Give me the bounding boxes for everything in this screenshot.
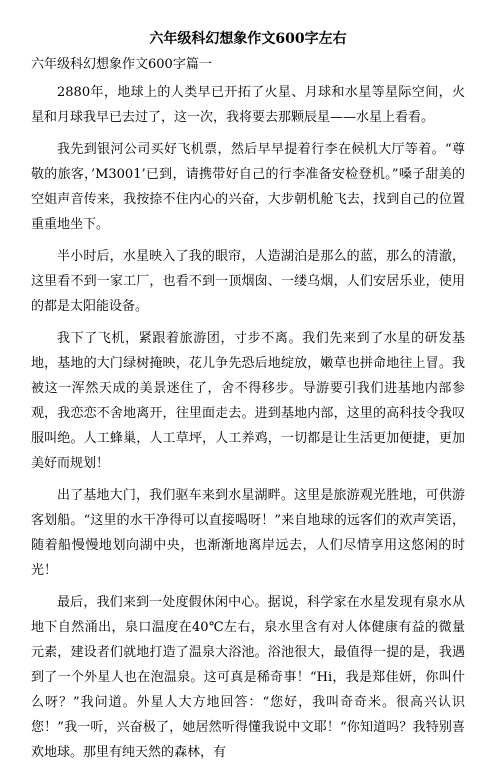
document-subtitle: 六年级科幻想象作文600字篇一 (31, 57, 212, 72)
document-page (31, 30, 465, 772)
paragraph-3: 半小时后，水星映入了我的眼帘，人造湖泊是那么的蓝，那么的清澈，这里看不到一家工厂，也看不到一顶烟囱、一缕乌烟，人们安居乐业，使用的都是太阳能设备。 (31, 249, 465, 314)
document-title: 六年级科幻想象作文600字左右 (149, 31, 347, 47)
paragraph-1: 2880年，地球上的人类早已开拓了火星、月球和水星等星际空间，火星和月球我早已去过了，这一次，我将要去那颗辰星——水星上看看。 (31, 85, 465, 125)
paragraph-4: 我下了飞机，紧跟着旅游团，寸步不离。我们先来到了水星的研发基地，基地的大门绿树掩映，花儿争先恐后地绽放，嫩草也拼命地往上冒。我被这一浑然天成的美景迷住了，舍不得移步。导游要引我们进基地内部参观，我恋恋不舍地离开，往里面走去。进到基地内部，这里的高科技令我叹服叫绝。人工蜂巢，人工草坪，人工养鸡，一切都是让生活更加便捷，更加美好而规划！ (31, 331, 465, 471)
paragraph-5: 出了基地大门，我们驱车来到水星湖畔。这里是旅游观光胜地，可供游客划船。“这里的水干净得可以直接喝呀！”来自地球的远客们的欢声笑语，随着船慢慢地划向湖中央，也渐渐地离岸远去，人们尽情享用这悠闲的时光！ (31, 488, 465, 578)
paragraph-6: 最后，我们来到一处度假休闲中心。据说，科学家在水星发现有泉水从地下自然涌出，泉口温度在40℃左右，泉水里含有对人体健康有益的微量元素，建设者们就地打造了温泉大浴池。浴池很大，最值得一提的是，我遇到了一个外星人也在泡温泉。这可真是稀奇事！“Hi，我是郑佳妍，你叫什么呀？”我问道。外星人大方地回答：“您好，我叫奇奇米。很高兴认识您！”我一听，兴奋极了，她居然听得懂我说中文耶！“你知道吗？我特别喜欢地球。那里有纯天然的森林，有 (31, 595, 465, 760)
paragraph-2: 我先到银河公司买好飞机票，然后早早提着行李在候机大厅等着。“尊敬的旅客，’M3001’已到，请携带好自己的行李准备安检登机。”嗓子甜美的空姐声音传来，我按捺不住内心的兴奋，大步朝机舱飞去，找到自己的位置重重地坐下。 (31, 142, 465, 232)
